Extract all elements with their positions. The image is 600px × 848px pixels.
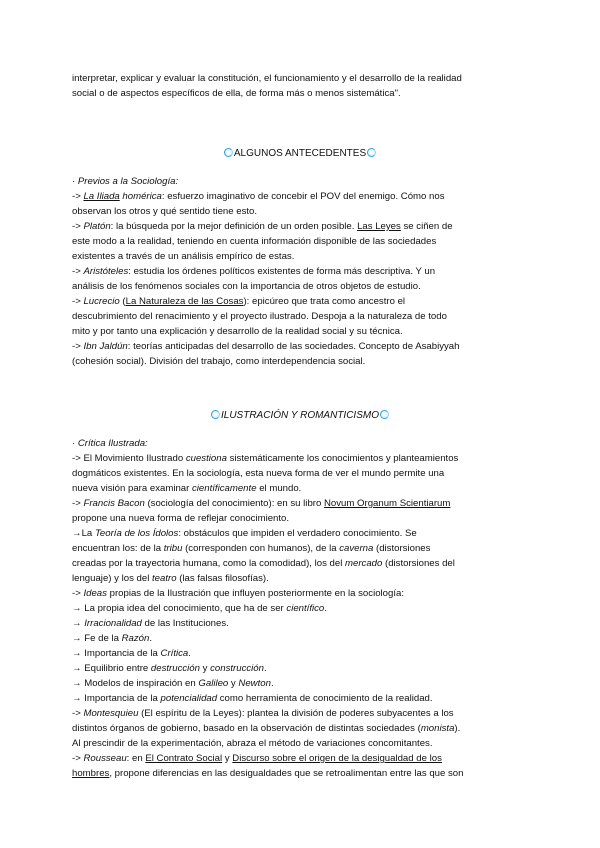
entry-idolos-cont [72,541,532,556]
emphasis: Newton [238,678,271,689]
intro-paragraph [72,71,532,101]
emphasis: Galileo [198,678,229,689]
entry-text: : obstáculos que impiden el verdadero conocimiento. Se [178,528,417,539]
entry-text: sistemáticamente los conocimientos y planteamientos [226,453,459,464]
emphasis: construcción [210,663,264,674]
paren: ( [119,296,126,307]
entry-text: . [270,678,274,689]
entry-text: como herramienta de conocimiento de la realidad. [217,693,433,704]
emphasis: monista [420,723,455,734]
entry-aristoteles [72,264,532,279]
section-antecedentes-body [72,174,532,369]
section-heading-ilustracion [0,408,600,423]
entry-text: y [199,663,211,674]
work-title: Las Leyes [357,221,401,232]
arrow: -> [72,708,84,719]
work-title: hombres [72,768,110,779]
entry-text: → La propia idea del conocimiento, que ha de ser [72,603,287,614]
entry-text: . [324,603,327,614]
emphasis: científicamente [192,483,257,494]
entry-text: ): epicúreo que trata como ancestro el [243,296,406,307]
entry-text: y [228,678,239,689]
entry-aristoteles-cont: análisis de los fenómenos sociales con la importancia de otros objetos de estudio. [72,281,421,292]
entry-montesquieu-cont: Al prescindir de la experimentación, abraza el método de variaciones concomitantes. [72,738,433,749]
entry-text: (corresponden con humanos), de la [182,543,340,554]
entry-text: → Importancia de la [72,693,161,704]
entry-text: -> El Movimiento Ilustrado [72,453,186,464]
entry-text: : la búsqueda por la mejor definición de un orden posible. [110,221,358,232]
emphasis: caverna [339,543,374,554]
cyclone-icon [380,410,389,419]
entry-jaldun [72,339,532,354]
subheading-critica: · Crítica Ilustrada: [72,438,148,449]
entry-text: →La [72,528,95,539]
list-item [72,676,532,691]
entry-platon-cont: este modo a la realidad, teniendo en cuenta información disponible de las sociedades [72,236,437,247]
work-title: El Contrato Social [145,753,223,764]
author-name: Francis Bacon [83,498,145,509]
emphasis: tribu [163,543,183,554]
entry-text: creadas por la trayectoria humana, como la comodidad), los del [72,558,346,569]
list-item [72,661,532,676]
entry-text: . [149,633,152,644]
entry-text: propias de la Ilustración que influyen posteriormente en la sociología: [106,588,405,599]
entry-lucrecio-cont: descubrimiento del renacimiento y el proyecto ilustrado. Despoja a la naturaleza de todo [72,311,447,322]
emphasis: Razón [121,633,150,644]
cyclone-icon [367,148,376,157]
entry-bacon-cont: propone una nueva forma de reflejar conocimiento. [72,513,290,524]
entry-movimiento-cont: dogmáticos existentes. En la sociología, esta nueva forma de ver el mundo permite una [72,468,445,479]
entry-text: (distorsiones [373,543,431,554]
emphasis: mercado [345,558,383,569]
author-name: Montesquieu [83,708,139,719]
entry-text: el mundo. [256,483,302,494]
section-ilustracion-body [72,436,532,781]
arrow: -> [72,498,84,509]
entry-rousseau-cont [72,766,532,781]
emphasis: teatro [152,573,177,584]
arrow: -> [72,341,84,352]
entry-montesquieu-cont [72,721,532,736]
entry-text: → Modelos de inspiración en [72,678,199,689]
entry-homero-cont: observan los otros y qué sentido tiene esto. [72,206,258,217]
entry-lucrecio-cont: mito y por tanto una explicación y desarrollo de la realidad social y su técnica. [72,326,403,337]
entry-text: . [263,663,267,674]
arrow: -> [72,588,84,599]
entry-text: se ciñen de [400,221,453,232]
entry-text: → Fe de la [72,633,122,644]
cyclone-icon [211,410,220,419]
emphasis: cuestiona [185,453,227,464]
list-item [72,631,532,646]
author-name: homérica [119,191,162,202]
work-title: La Iliada [83,191,120,202]
entry-bacon [72,496,532,511]
list-item [72,646,532,661]
entry-movimiento-cont [72,481,532,496]
entry-homero [72,189,532,204]
list-item [72,601,532,616]
entry-text: (El espíritu de la Leyes): plantea la división de poderes subyacentes a los [138,708,454,719]
entry-text: (sociología del conocimiento): en su libro [144,498,324,509]
entry-text: : en [126,753,146,764]
author-name: Platón [83,221,111,232]
work-title: Novum Organum Scientiarum [323,498,451,509]
entry-text: : teorías anticipadas del desarrollo de las sociedades. Concepto de Asabiyyah [127,341,460,352]
entry-text: . [188,648,191,659]
work-title: Discurso sobre el origen de la desigualdad de los [232,753,442,764]
entry-rousseau [72,751,532,766]
entry-text: de las Instituciones. [141,618,229,629]
author-name: Lucrecio [83,296,120,307]
entry-movimiento [72,451,532,466]
author-name: Rousseau [83,753,127,764]
entry-text: → Importancia de la [72,648,161,659]
emphasis: científico [286,603,325,614]
entry-text: lenguaje) y los del [72,573,152,584]
entry-idolos [72,526,532,541]
emphasis: Crítica [160,648,189,659]
list-item [72,691,532,706]
entry-idolos-cont [72,571,532,586]
arrow: -> [72,191,84,202]
arrow: -> [72,753,84,764]
entry-text: (distorsiones del [382,558,455,569]
list-item [72,616,532,631]
section-heading-text: ILUSTRACIÓN Y ROMANTICISMO [221,410,379,421]
work-title: La Naturaleza de las Cosas [125,296,244,307]
entry-montesquieu [72,706,532,721]
entry-lucrecio [72,294,532,309]
entry-text: , propone diferencias en las desigualdades que se retroalimentan entre las que son [109,768,464,779]
entry-platon [72,219,532,234]
entry-platon-cont: existentes a través de un análisis empírico de estas. [72,251,295,262]
section-heading-antecedentes [0,146,600,161]
emphasis: potencialidad [160,693,218,704]
intro-line-2: social o de aspectos específicos de ella, de forma más o menos sistemática". [72,88,401,99]
intro-line-1: interpretar, explicar y evaluar la constitución, el funcionamiento y el desarrollo de la realidad [72,73,462,84]
entry-text: nueva visión para examinar [72,483,192,494]
subheading-previos: · Previos a la Sociología: [72,176,179,187]
emphasis: Ideas [83,588,107,599]
entry-jaldun-cont: (cohesión social). División del trabajo, como interdependencia social. [72,356,366,367]
author-name: Ibn Jaldún [83,341,128,352]
emphasis: Irracionalidad [84,618,142,629]
emphasis: destrucción [150,663,200,674]
author-name: Aristóteles [83,266,129,277]
arrow: -> [72,266,84,277]
entry-text: distintos órganos de gobierno, basado en la observación de distintas sociedades ( [72,723,421,734]
section-heading-text: ALGUNOS ANTECEDENTES [233,148,367,159]
entry-idolos-cont [72,556,532,571]
entry-text: : esfuerzo imaginativo de concebir el POV del enemigo. Cómo nos [161,191,445,202]
entry-ideas [72,586,532,601]
entry-text: (las falsas filosofías). [176,573,269,584]
entry-text: encuentran los: de la [72,543,164,554]
arrow: -> [72,221,84,232]
arrow: -> [72,296,84,307]
cyclone-icon [224,148,233,157]
emphasis: Teoría de los Ídolos [94,528,179,539]
entry-text: → [72,618,85,629]
entry-text: ). [454,723,461,734]
entry-text: → Equilibrio entre [72,663,151,674]
entry-text: y [222,753,233,764]
entry-text: : estudia los órdenes políticos existentes de forma más descriptiva. Y un [128,266,436,277]
